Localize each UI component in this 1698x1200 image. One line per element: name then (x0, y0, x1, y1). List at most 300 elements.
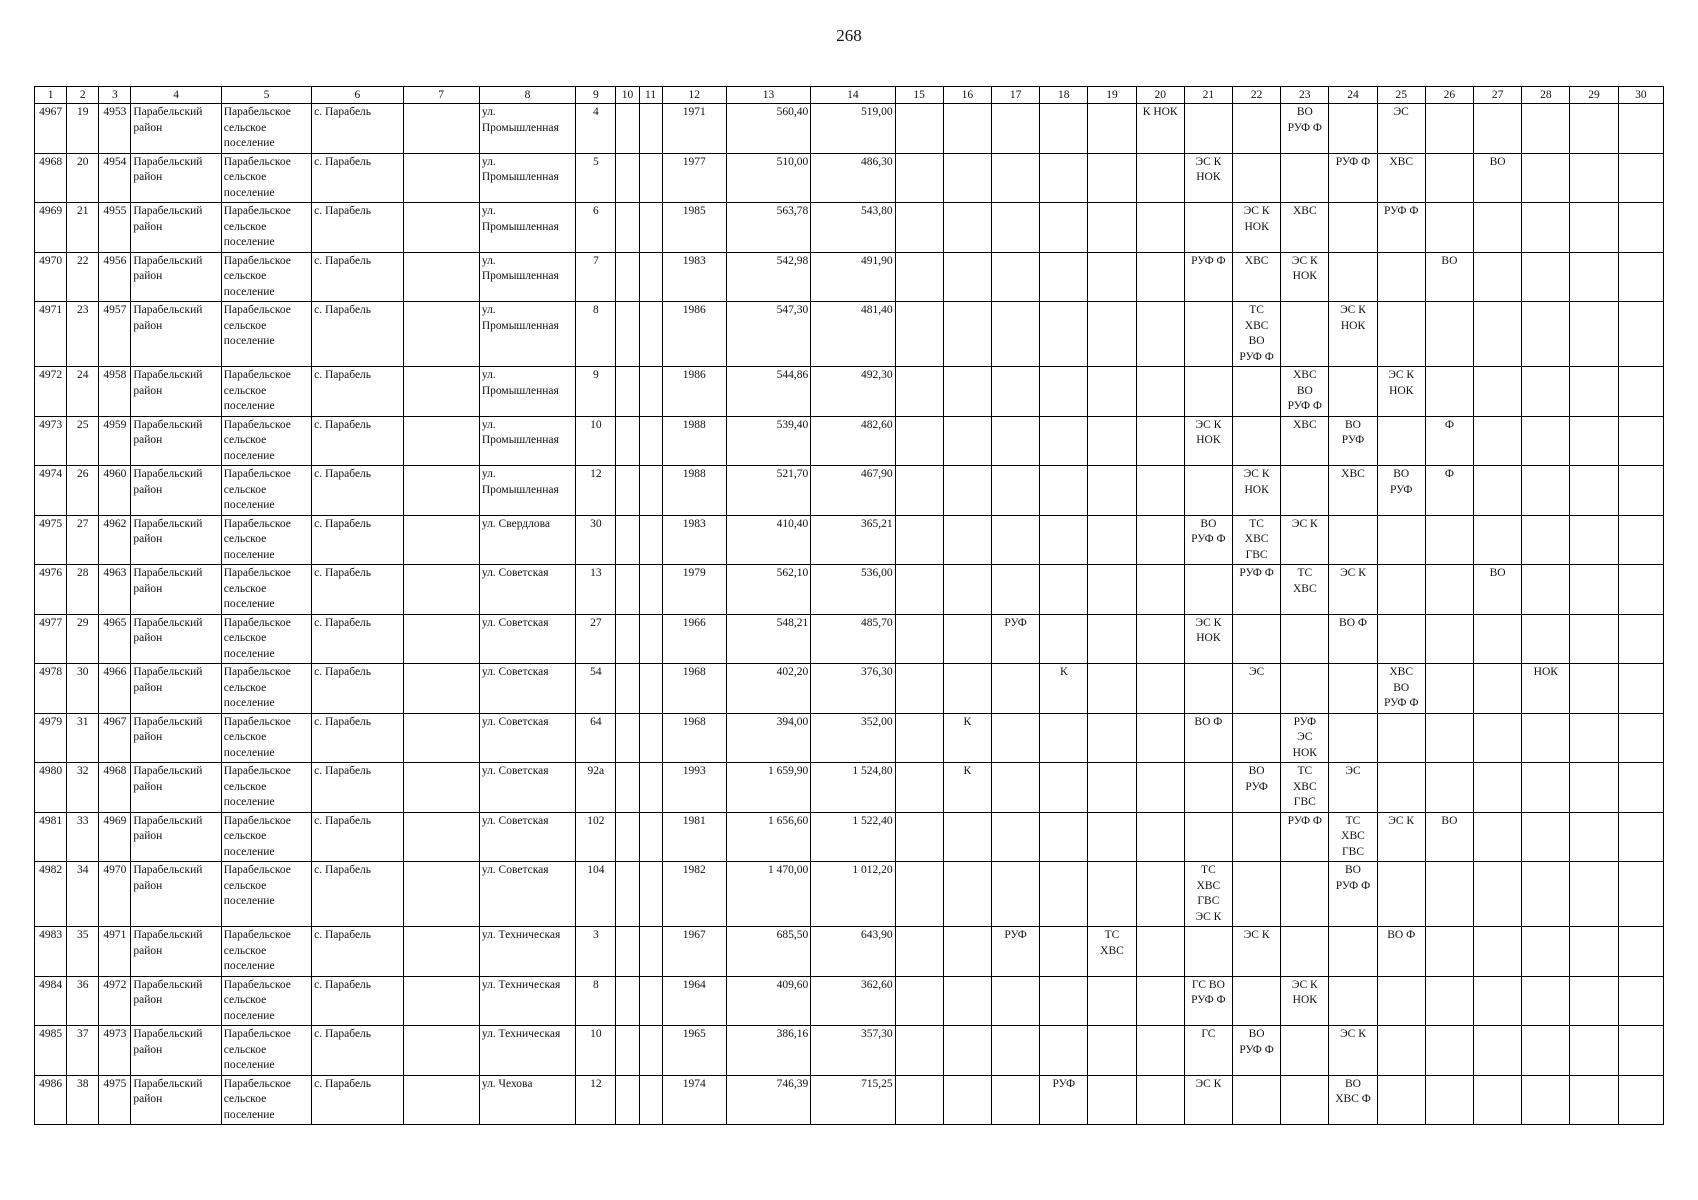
cell-settlement-line: сельское (223, 121, 267, 134)
cell-col10 (616, 104, 639, 154)
cell-street (479, 416, 575, 466)
cell-col23 (1281, 153, 1329, 203)
cell-area-living: 1 012,20 (811, 862, 895, 927)
cell-locality: с. Парабель (312, 203, 403, 253)
cell-district-line: Парабельский (133, 205, 203, 217)
cell-record-number: 4967 (35, 104, 67, 154)
cell-col30 (1618, 515, 1663, 565)
column-header-7: 7 (403, 87, 479, 104)
cell-col10 (616, 252, 639, 302)
cell-col15 (895, 664, 943, 714)
cell-col11 (639, 367, 662, 417)
cell-col7 (403, 416, 479, 466)
cell-col22 (1233, 713, 1281, 763)
cell-col24 (1329, 664, 1377, 714)
cell-street-line: ул. (481, 418, 496, 431)
cell-col23-line: НОК (1292, 994, 1317, 1006)
cell-col23 (1281, 614, 1329, 664)
cell-col25-line: ВО Ф (1387, 929, 1416, 941)
cell-district-line: Парабельский (133, 715, 203, 728)
cell-col23-line: ГВС (1293, 796, 1316, 808)
cell-col26-line: ВО (1441, 254, 1458, 267)
cell-record-number: 4977 (35, 614, 67, 664)
cell-col24 (1329, 713, 1377, 763)
cell-street (479, 763, 575, 813)
cell-house: 5 (576, 153, 616, 203)
cell-street-line: ул. (481, 369, 496, 381)
cell-area-living: 1 522,40 (811, 812, 895, 862)
cell-col22-line: ХВС (1244, 319, 1269, 332)
cell-col21-line: ЭС К (1195, 910, 1222, 923)
cell-col18 (1040, 367, 1088, 417)
cell-col20 (1136, 976, 1184, 1026)
cell-col21 (1184, 713, 1232, 763)
cell-record-number: 4972 (35, 367, 67, 417)
cell-locality: с. Парабель (312, 252, 403, 302)
cell-col11 (639, 416, 662, 466)
cell-district-line: район (133, 319, 163, 332)
cell-col29 (1570, 862, 1618, 927)
cell-col18-line: К (1059, 666, 1068, 678)
cell-settlement-line: Парабельское (223, 254, 291, 267)
cell-col22 (1233, 614, 1281, 664)
cell-settlement (221, 713, 311, 763)
cell-col20 (1136, 614, 1184, 664)
cell-col29 (1570, 664, 1618, 714)
cell-col28 (1522, 976, 1570, 1026)
cell-col19 (1088, 812, 1136, 862)
cell-house: 92а (576, 763, 616, 813)
cell-street-line: ул. (481, 304, 496, 316)
cell-district-line: район (133, 121, 163, 134)
cell-col20 (1136, 203, 1184, 253)
cell-col7 (403, 614, 479, 664)
cell-col18 (1040, 614, 1088, 664)
cell-col23-line: РУФ Ф (1287, 814, 1323, 827)
cell-col25 (1377, 565, 1425, 615)
cell-col27 (1474, 927, 1522, 977)
cell-col23-line: ЭС К (1291, 978, 1318, 991)
cell-house: 27 (576, 614, 616, 664)
cell-col26 (1425, 976, 1473, 1026)
cell-col11 (639, 104, 662, 154)
cell-record-number: 4968 (35, 153, 67, 203)
cell-col10 (616, 927, 639, 977)
cell-col17 (991, 515, 1039, 565)
cell-area-total: 563,78 (726, 203, 810, 253)
cell-col25 (1377, 812, 1425, 862)
column-header-22: 22 (1233, 87, 1281, 104)
cell-col21 (1184, 763, 1232, 813)
cell-col11 (639, 515, 662, 565)
table-row (35, 862, 1664, 927)
cell-col23 (1281, 367, 1329, 417)
cell-col22-line: ЭС К (1243, 205, 1270, 217)
table-row (35, 664, 1664, 714)
table-row (35, 976, 1664, 1026)
cell-district-line: Парабельский (133, 864, 203, 876)
cell-col24 (1329, 302, 1377, 367)
cell-col10 (616, 153, 639, 203)
cell-settlement (221, 976, 311, 1026)
cell-col19 (1088, 713, 1136, 763)
cell-col15 (895, 367, 943, 417)
cell-col10 (616, 664, 639, 714)
cell-col21 (1184, 302, 1232, 367)
cell-col19 (1088, 302, 1136, 367)
column-header-8: 8 (479, 87, 575, 104)
cell-district-line: район (133, 171, 163, 183)
cell-locality: с. Парабель (312, 976, 403, 1026)
cell-index: 37 (67, 1026, 99, 1076)
cell-col29 (1570, 203, 1618, 253)
cell-col7 (403, 302, 479, 367)
cell-col26 (1425, 664, 1473, 714)
cell-settlement-line: Парабельское (223, 978, 291, 991)
cell-col15 (895, 153, 943, 203)
cell-district-line: район (133, 384, 163, 397)
cell-col11 (639, 664, 662, 714)
cell-house: 7 (576, 252, 616, 302)
cell-settlement (221, 862, 311, 927)
cell-col22 (1233, 1075, 1281, 1125)
cell-col20 (1136, 565, 1184, 615)
cell-col27 (1474, 763, 1522, 813)
cell-col21-line: РУФ Ф (1191, 254, 1226, 267)
cell-area-living: 715,25 (811, 1075, 895, 1125)
cell-col22-line: РУФ (1245, 780, 1268, 793)
column-header-28: 28 (1522, 87, 1570, 104)
cell-area-total: 410,40 (726, 515, 810, 565)
cell-col27 (1474, 862, 1522, 927)
cell-col23-line: НОК (1292, 270, 1317, 282)
cell-col21-line: ЭС К (1195, 418, 1222, 431)
cell-record-number: 4986 (35, 1075, 67, 1125)
cell-col15 (895, 927, 943, 977)
cell-col26 (1425, 614, 1473, 664)
cell-district-line: Парабельский (133, 155, 203, 168)
cell-id: 4971 (99, 927, 131, 977)
cell-col24 (1329, 252, 1377, 302)
cell-area-living: 365,21 (811, 515, 895, 565)
cell-col22 (1233, 466, 1281, 516)
cell-district (131, 466, 221, 516)
cell-col18 (1040, 416, 1088, 466)
cell-col16 (943, 153, 991, 203)
cell-col7 (403, 153, 479, 203)
cell-col28 (1522, 302, 1570, 367)
cell-col22 (1233, 763, 1281, 813)
column-header-24: 24 (1329, 87, 1377, 104)
cell-settlement-line: поселение (223, 647, 275, 660)
table-row (35, 302, 1664, 367)
cell-col17 (991, 1026, 1039, 1076)
cell-col18 (1040, 153, 1088, 203)
cell-street-line: ул. (481, 254, 496, 267)
cell-index: 36 (67, 976, 99, 1026)
cell-district-line: район (133, 681, 163, 694)
cell-col22 (1233, 104, 1281, 154)
cell-col19 (1088, 976, 1136, 1026)
cell-settlement-line: Парабельское (223, 205, 291, 217)
cell-col24-line: ХВС Ф (1335, 1093, 1371, 1105)
cell-settlement-line: поселение (223, 1059, 275, 1071)
cell-year: 1988 (662, 416, 726, 466)
cell-settlement-line: сельское (223, 994, 267, 1006)
cell-area-living: 486,30 (811, 153, 895, 203)
cell-col23-line: ТС (1297, 765, 1313, 777)
cell-col18 (1040, 763, 1088, 813)
cell-col11 (639, 812, 662, 862)
cell-col21 (1184, 203, 1232, 253)
cell-index: 23 (67, 302, 99, 367)
cell-col11 (639, 976, 662, 1026)
cell-col22-line: ТС (1249, 517, 1264, 530)
cell-index: 30 (67, 664, 99, 714)
cell-col10 (616, 367, 639, 417)
cell-record-number: 4978 (35, 664, 67, 714)
cell-col27 (1474, 713, 1522, 763)
cell-street (479, 1026, 575, 1076)
cell-col23 (1281, 1026, 1329, 1076)
cell-col22-line: ЭС К (1243, 929, 1270, 941)
cell-district (131, 664, 221, 714)
cell-area-living: 357,30 (811, 1026, 895, 1076)
cell-col16 (943, 1075, 991, 1125)
cell-locality: с. Парабель (312, 515, 403, 565)
cell-index: 22 (67, 252, 99, 302)
cell-col26 (1425, 153, 1473, 203)
cell-year: 1979 (662, 565, 726, 615)
cell-district (131, 1075, 221, 1125)
cell-col18 (1040, 203, 1088, 253)
cell-district (131, 367, 221, 417)
cell-col11 (639, 153, 662, 203)
cell-col25 (1377, 153, 1425, 203)
cell-settlement (221, 466, 311, 516)
cell-settlement-line: сельское (223, 384, 267, 397)
cell-col21 (1184, 614, 1232, 664)
cell-col28 (1522, 153, 1570, 203)
cell-col22-line: ХВС (1244, 254, 1269, 267)
cell-street-line: Промышленная (481, 171, 559, 183)
cell-col11 (639, 927, 662, 977)
cell-col15 (895, 1075, 943, 1125)
cell-settlement-line: поселение (223, 335, 275, 347)
cell-col20 (1136, 1075, 1184, 1125)
cell-district-line: Парабельский (133, 978, 203, 991)
cell-col17-line: РУФ (1004, 616, 1027, 629)
cell-col26 (1425, 416, 1473, 466)
cell-col25-line: ХВС (1389, 155, 1414, 168)
cell-col24 (1329, 367, 1377, 417)
cell-settlement-line: сельское (223, 1043, 267, 1056)
cell-col16 (943, 927, 991, 977)
cell-street (479, 153, 575, 203)
cell-col10 (616, 515, 639, 565)
cell-year: 1986 (662, 367, 726, 417)
cell-settlement (221, 153, 311, 203)
cell-house: 30 (576, 515, 616, 565)
cell-id: 4962 (99, 515, 131, 565)
cell-col27 (1474, 515, 1522, 565)
column-header-10: 10 (616, 87, 639, 104)
cell-col11 (639, 252, 662, 302)
cell-col17 (991, 203, 1039, 253)
cell-col15 (895, 302, 943, 367)
cell-col28 (1522, 1075, 1570, 1125)
cell-col11 (639, 203, 662, 253)
cell-settlement (221, 565, 311, 615)
cell-year: 1982 (662, 862, 726, 927)
cell-settlement-line: сельское (223, 944, 267, 957)
cell-locality: с. Парабель (312, 367, 403, 417)
cell-col7 (403, 1075, 479, 1125)
cell-house: 10 (576, 416, 616, 466)
cell-id: 4972 (99, 976, 131, 1026)
column-header-6: 6 (312, 87, 403, 104)
cell-col11 (639, 466, 662, 516)
cell-col21 (1184, 927, 1232, 977)
cell-col26-line: ВО (1441, 814, 1458, 827)
cell-locality: с. Парабель (312, 153, 403, 203)
cell-id: 4956 (99, 252, 131, 302)
cell-street-line: Промышленная (481, 121, 559, 134)
cell-settlement-line: поселение (223, 236, 275, 248)
cell-col23-line: ВО (1296, 384, 1313, 397)
cell-col23-line: ХВС (1292, 418, 1317, 431)
cell-street (479, 203, 575, 253)
cell-district (131, 515, 221, 565)
cell-street-line: ул. Свердлова (481, 517, 551, 530)
cell-settlement-line: Парабельское (223, 929, 291, 941)
cell-district (131, 812, 221, 862)
cell-col24 (1329, 1026, 1377, 1076)
cell-settlement-line: Парабельское (223, 418, 291, 431)
cell-col7 (403, 515, 479, 565)
cell-house: 13 (576, 565, 616, 615)
cell-col30 (1618, 1026, 1663, 1076)
cell-col19 (1088, 515, 1136, 565)
cell-id: 4958 (99, 367, 131, 417)
cell-col29 (1570, 713, 1618, 763)
column-header-29: 29 (1570, 87, 1618, 104)
cell-col26 (1425, 367, 1473, 417)
cell-settlement-line: поселение (223, 697, 275, 709)
cell-col22-line: ВО (1248, 1028, 1265, 1040)
cell-col22 (1233, 515, 1281, 565)
cell-settlement-line: сельское (223, 879, 267, 892)
cell-col22-line: ЭС (1248, 666, 1265, 678)
cell-district-line: район (133, 632, 163, 644)
cell-col25-line: ЭС К (1388, 814, 1415, 827)
cell-col25 (1377, 713, 1425, 763)
cell-settlement-line: поселение (223, 746, 275, 759)
cell-col17 (991, 565, 1039, 615)
cell-col24-line: РУФ Ф (1335, 879, 1371, 892)
cell-street-line: ул. Советская (481, 715, 549, 728)
cell-col18 (1040, 515, 1088, 565)
cell-col23 (1281, 104, 1329, 154)
cell-col19 (1088, 664, 1136, 714)
cell-col20 (1136, 1026, 1184, 1076)
cell-street-line: ул. (481, 106, 496, 118)
cell-settlement-line: сельское (223, 681, 267, 694)
cell-col18 (1040, 862, 1088, 927)
cell-index: 32 (67, 763, 99, 813)
cell-locality: с. Парабель (312, 1075, 403, 1125)
cell-col21 (1184, 812, 1232, 862)
cell-col25-line: ЭС К (1388, 369, 1415, 381)
cell-locality: с. Парабель (312, 104, 403, 154)
cell-area-total: 539,40 (726, 416, 810, 466)
cell-col10 (616, 1026, 639, 1076)
cell-col7 (403, 713, 479, 763)
cell-index: 27 (67, 515, 99, 565)
cell-col19 (1088, 153, 1136, 203)
cell-col16 (943, 1026, 991, 1076)
cell-col30 (1618, 812, 1663, 862)
cell-settlement-line: поселение (223, 137, 275, 149)
cell-house: 102 (576, 812, 616, 862)
cell-col22-line: ВО (1248, 765, 1265, 777)
cell-col24-line: ЭС (1345, 765, 1361, 777)
table-row (35, 614, 1664, 664)
cell-district-line: район (133, 994, 163, 1006)
cell-area-total: 560,40 (726, 104, 810, 154)
cell-settlement-line: сельское (223, 731, 267, 743)
table-row (35, 565, 1664, 615)
cell-col28 (1522, 763, 1570, 813)
cell-col28 (1522, 812, 1570, 862)
cell-col27-line: ВО (1489, 155, 1506, 168)
cell-col22 (1233, 862, 1281, 927)
cell-year: 1967 (662, 927, 726, 977)
cell-col17 (991, 252, 1039, 302)
cell-settlement-line: Парабельское (223, 814, 291, 827)
cell-col24-line: ГВС (1342, 845, 1364, 858)
cell-col24-line: ВО (1345, 864, 1361, 876)
cell-col23 (1281, 565, 1329, 615)
cell-settlement-line: Парабельское (223, 567, 291, 579)
cell-col15 (895, 515, 943, 565)
cell-area-total: 394,00 (726, 713, 810, 763)
cell-col22 (1233, 1026, 1281, 1076)
cell-col30 (1618, 104, 1663, 154)
cell-col24-line: ЭС К (1340, 567, 1366, 579)
cell-col20 (1136, 367, 1184, 417)
cell-col11 (639, 763, 662, 813)
cell-settlement-line: поселение (223, 796, 275, 808)
cell-street-line: ул. (481, 205, 496, 217)
cell-col24-line: ЭС К (1340, 304, 1366, 316)
cell-col20 (1136, 927, 1184, 977)
cell-col27 (1474, 203, 1522, 253)
cell-col21-line: ВО Ф (1194, 715, 1223, 728)
cell-col30 (1618, 565, 1663, 615)
cell-col24-line: ВО Ф (1339, 616, 1367, 629)
column-header-1: 1 (35, 87, 67, 104)
cell-col30 (1618, 614, 1663, 664)
cell-col29 (1570, 153, 1618, 203)
column-header-15: 15 (895, 87, 943, 104)
cell-col20 (1136, 416, 1184, 466)
cell-col18 (1040, 302, 1088, 367)
cell-col11 (639, 302, 662, 367)
cell-street-line: ул. Советская (481, 814, 549, 827)
cell-col22 (1233, 416, 1281, 466)
cell-col23-line: ХВС (1292, 205, 1317, 217)
